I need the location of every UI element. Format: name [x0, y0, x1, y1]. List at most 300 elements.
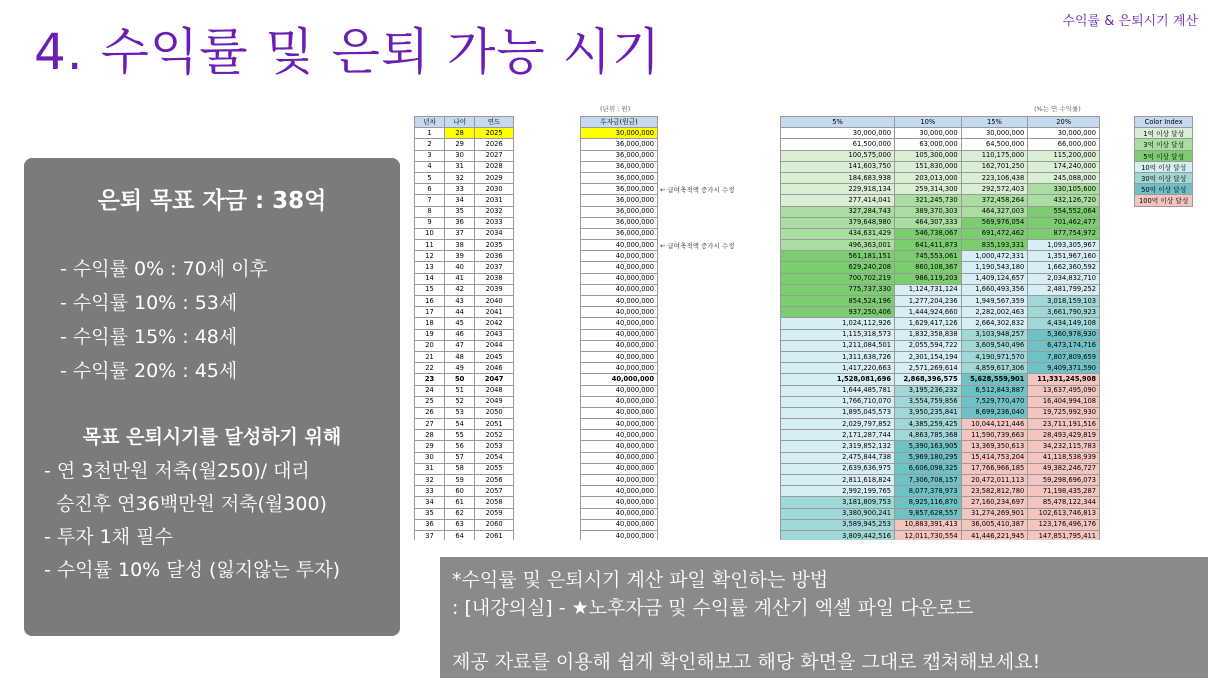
- page-title: 4. 수익률 및 은퇴 가능 시기: [34, 23, 662, 81]
- return-cell: 23,582,812,780: [961, 486, 1028, 497]
- table-row: [415, 251, 514, 262]
- rate-line: - 수익률 0% : 70세 이후: [60, 258, 268, 280]
- return-cell: 15,414,753,204: [961, 452, 1028, 463]
- return-cell: 17,766,966,185: [961, 463, 1028, 474]
- return-cell: 321,245,730: [895, 195, 962, 206]
- principal-cell: 30,000,000: [581, 128, 658, 139]
- table-cell: 2040: [475, 296, 514, 307]
- table-row: [415, 452, 514, 463]
- return-cell: 986,119,203: [895, 273, 962, 284]
- table-cell: 10: [415, 228, 445, 239]
- table-row: [581, 486, 658, 497]
- table-row: [781, 228, 1100, 239]
- edit-note: ← 급여축적액 증가시 수정: [660, 242, 735, 250]
- return-cell: 1,115,318,573: [781, 329, 895, 340]
- table-row: [581, 251, 658, 262]
- table-cell: 33: [445, 184, 475, 195]
- header-subtitle: 수익률 & 은퇴시기 계산: [1062, 14, 1198, 29]
- table-cell: 2059: [475, 508, 514, 519]
- principal-cell: 40,000,000: [581, 396, 658, 407]
- table-row: [581, 419, 658, 430]
- return-cell: 245,088,000: [1028, 172, 1100, 183]
- principal-cell: 36,000,000: [581, 228, 658, 239]
- return-cell: 629,240,208: [781, 262, 895, 273]
- table-cell: 2047: [475, 374, 514, 385]
- return-cell: 1,211,084,501: [781, 340, 895, 351]
- table-cell: 2030: [475, 184, 514, 195]
- table-cell: 2054: [475, 452, 514, 463]
- table-row: [781, 273, 1100, 284]
- table-cell: 27: [415, 419, 445, 430]
- table-cell: 12: [415, 251, 445, 262]
- column-header: 연도: [475, 117, 514, 128]
- table-cell: 2029: [475, 172, 514, 183]
- return-cell: 4,385,259,425: [895, 419, 962, 430]
- principal-cell: 40,000,000: [581, 374, 658, 385]
- table-cell: 2026: [475, 139, 514, 150]
- return-cell: 141,603,750: [781, 161, 895, 172]
- table-cell: 5: [415, 172, 445, 183]
- table-row: [581, 396, 658, 407]
- return-cell: 3,195,236,232: [895, 385, 962, 396]
- edit-note: ← 급여축적액 증가시 수정: [660, 186, 735, 194]
- return-cell: 1,277,204,236: [895, 296, 962, 307]
- principal-cell: 36,000,000: [581, 195, 658, 206]
- table-row: [415, 430, 514, 441]
- return-cell: 389,370,303: [895, 206, 962, 217]
- return-cell: 641,411,873: [895, 240, 962, 251]
- table-cell: 46: [445, 329, 475, 340]
- column-header: 년차: [415, 117, 445, 128]
- return-cell: 2,034,832,710: [1028, 273, 1100, 284]
- return-cell: 5,969,180,295: [895, 452, 962, 463]
- table-cell: 2048: [475, 385, 514, 396]
- principal-cell: 40,000,000: [581, 318, 658, 329]
- return-cell: 2,282,002,463: [961, 307, 1028, 318]
- table-row: [781, 340, 1100, 351]
- table-row: [415, 217, 514, 228]
- table-cell: 2041: [475, 307, 514, 318]
- return-cell: 432,126,720: [1028, 195, 1100, 206]
- return-cell: 2,475,844,738: [781, 452, 895, 463]
- table-cell: 2051: [475, 419, 514, 430]
- table-cell: 35: [415, 508, 445, 519]
- table-cell: 2049: [475, 396, 514, 407]
- return-cell: 6,606,098,325: [895, 463, 962, 474]
- table-cell: 31: [445, 161, 475, 172]
- legend-item: 30억 이상 달성: [1135, 172, 1193, 183]
- return-cell: 379,648,980: [781, 217, 895, 228]
- table-cell: 64: [445, 530, 475, 540]
- table-row: [415, 206, 514, 217]
- table-row: [415, 508, 514, 519]
- return-cell: 1,766,710,070: [781, 396, 895, 407]
- return-cell: 3,950,235,841: [895, 407, 962, 418]
- table-cell: 2036: [475, 251, 514, 262]
- table-row: [781, 363, 1100, 374]
- table-cell: 52: [445, 396, 475, 407]
- table-row: [415, 139, 514, 150]
- table-row: [781, 240, 1100, 251]
- return-cell: 464,327,003: [961, 206, 1028, 217]
- table-row: [581, 329, 658, 340]
- return-cell: 2,868,396,575: [895, 374, 962, 385]
- table-row: [415, 240, 514, 251]
- return-cell: 203,013,000: [895, 172, 962, 183]
- table-cell: 30: [445, 150, 475, 161]
- column-header: 15%: [961, 117, 1028, 128]
- table-cell: 2027: [475, 150, 514, 161]
- table-row: [781, 419, 1100, 430]
- table-row: [415, 407, 514, 418]
- table-cell: 47: [445, 340, 475, 351]
- principal-cell: 40,000,000: [581, 430, 658, 441]
- table-row: [415, 497, 514, 508]
- table-cell: 55: [445, 430, 475, 441]
- return-cell: 5,360,978,930: [1028, 329, 1100, 340]
- principal-cell: 40,000,000: [581, 284, 658, 295]
- return-cell: 2,055,594,722: [895, 340, 962, 351]
- table-cell: 8: [415, 206, 445, 217]
- retirement-goal: 은퇴 목표 자금 : 38억: [97, 188, 327, 214]
- return-cell: 184,683,938: [781, 172, 895, 183]
- table-cell: 2057: [475, 486, 514, 497]
- return-cell: 2,319,852,132: [781, 441, 895, 452]
- return-cell: 1,949,567,359: [961, 296, 1028, 307]
- principal-cell: 40,000,000: [581, 497, 658, 508]
- instruction-line: : [내강의실] - ★노후자금 및 수익률 계산기 엑셀 파일 다운로드: [452, 597, 974, 619]
- table-cell: 2053: [475, 441, 514, 452]
- principal-cell: 40,000,000: [581, 441, 658, 452]
- return-cell: 28,493,429,819: [1028, 430, 1100, 441]
- return-cell: 10,883,391,413: [895, 519, 962, 530]
- return-cell: 4,190,971,570: [961, 351, 1028, 362]
- return-cell: 31,274,269,901: [961, 508, 1028, 519]
- table-row: [781, 519, 1100, 530]
- table-cell: 60: [445, 486, 475, 497]
- table-cell: 28: [415, 430, 445, 441]
- principal-cell: 40,000,000: [581, 486, 658, 497]
- return-cell: 59,298,696,073: [1028, 475, 1100, 486]
- table-row: [415, 228, 514, 239]
- return-cell: 41,446,221,945: [961, 530, 1028, 540]
- return-cell: 151,830,000: [895, 161, 962, 172]
- legend-row: [1135, 195, 1193, 206]
- return-cell: 5,390,163,905: [895, 441, 962, 452]
- return-cell: 434,631,429: [781, 228, 895, 239]
- table-row: [781, 128, 1100, 139]
- table-cell: 2: [415, 139, 445, 150]
- table-cell: 54: [445, 419, 475, 430]
- table-row: [415, 463, 514, 474]
- return-cell: 2,029,797,852: [781, 419, 895, 430]
- table-row: [781, 374, 1100, 385]
- return-cell: 19,725,992,930: [1028, 407, 1100, 418]
- table-cell: 2039: [475, 284, 514, 295]
- table-cell: 49: [445, 363, 475, 374]
- table-cell: 13: [415, 262, 445, 273]
- table-cell: 34: [445, 195, 475, 206]
- return-cell: 2,664,302,832: [961, 318, 1028, 329]
- return-cell: 63,000,000: [895, 139, 962, 150]
- table-row: [415, 307, 514, 318]
- return-cell: 3,103,948,257: [961, 329, 1028, 340]
- table-row: [781, 262, 1100, 273]
- column-header: 20%: [1028, 117, 1100, 128]
- table-row: [581, 519, 658, 530]
- table-cell: 51: [445, 385, 475, 396]
- principal-cell: 36,000,000: [581, 206, 658, 217]
- table-row: [781, 351, 1100, 362]
- table-row: [781, 217, 1100, 228]
- return-cell: 162,701,250: [961, 161, 1028, 172]
- table-cell: 61: [445, 497, 475, 508]
- table-row: [781, 463, 1100, 474]
- table-row: [781, 296, 1100, 307]
- table-row: [581, 452, 658, 463]
- return-cell: 877,754,972: [1028, 228, 1100, 239]
- principal-cell: 40,000,000: [581, 351, 658, 362]
- table-row: [581, 340, 658, 351]
- table-cell: 45: [445, 318, 475, 329]
- return-cell: 464,307,333: [895, 217, 962, 228]
- legend-item: 100억 이상 달성: [1135, 195, 1193, 206]
- table-cell: 23: [415, 374, 445, 385]
- table-cell: 42: [445, 284, 475, 295]
- summary-panel: [24, 158, 400, 636]
- legend-item: 5억 이상 달성: [1135, 150, 1193, 161]
- principal-cell: 40,000,000: [581, 262, 658, 273]
- return-cell: 64,500,000: [961, 139, 1028, 150]
- table-row: [581, 150, 658, 161]
- return-cell: 3,589,945,253: [781, 519, 895, 530]
- return-cell: 2,639,636,975: [781, 463, 895, 474]
- table-cell: 63: [445, 519, 475, 530]
- return-cell: 13,369,350,613: [961, 441, 1028, 452]
- table-cell: 2058: [475, 497, 514, 508]
- column-header: 나이: [445, 117, 475, 128]
- return-cell: 1,660,493,356: [961, 284, 1028, 295]
- principal-cell: 40,000,000: [581, 251, 658, 262]
- table-cell: 19: [415, 329, 445, 340]
- table-row: [781, 508, 1100, 519]
- table-row: [781, 329, 1100, 340]
- table-cell: 2037: [475, 262, 514, 273]
- return-cell: 292,572,403: [961, 184, 1028, 195]
- table-cell: 9: [415, 217, 445, 228]
- return-cell: 11,331,245,908: [1028, 374, 1100, 385]
- return-cell: 6,473,174,716: [1028, 340, 1100, 351]
- return-cell: 745,553,061: [895, 251, 962, 262]
- return-cell: 71,198,435,287: [1028, 486, 1100, 497]
- table-cell: 3: [415, 150, 445, 161]
- table-cell: 53: [445, 407, 475, 418]
- return-cell: 23,711,191,516: [1028, 419, 1100, 430]
- return-cell: 3,018,159,103: [1028, 296, 1100, 307]
- table-row: [415, 340, 514, 351]
- principal-cell: 40,000,000: [581, 385, 658, 396]
- return-cell: 61,500,000: [781, 139, 895, 150]
- table-row: [581, 530, 658, 540]
- column-header: 투자금(원금): [581, 117, 658, 128]
- table-cell: 36: [445, 217, 475, 228]
- table-cell: 2033: [475, 217, 514, 228]
- table-row: [581, 217, 658, 228]
- table-cell: 25: [415, 396, 445, 407]
- principal-cell: 40,000,000: [581, 508, 658, 519]
- return-cell: 36,005,410,387: [961, 519, 1028, 530]
- table-cell: 2043: [475, 329, 514, 340]
- return-cell: 259,314,300: [895, 184, 962, 195]
- return-cell: 3,380,900,241: [781, 508, 895, 519]
- table-row: [781, 206, 1100, 217]
- return-cell: 691,472,462: [961, 228, 1028, 239]
- return-cell: 327,284,743: [781, 206, 895, 217]
- table-row: [581, 262, 658, 273]
- return-cell: 3,554,759,856: [895, 396, 962, 407]
- table-cell: 48: [445, 351, 475, 362]
- table-row: [581, 172, 658, 183]
- table-cell: 11: [415, 240, 445, 251]
- return-cell: 1,528,081,696: [781, 374, 895, 385]
- table-cell: 24: [415, 385, 445, 396]
- return-cell: 30,000,000: [1028, 128, 1100, 139]
- table-row: [781, 150, 1100, 161]
- return-cell: 2,992,199,765: [781, 486, 895, 497]
- return-cell: 7,529,770,470: [961, 396, 1028, 407]
- return-cell: 3,181,809,753: [781, 497, 895, 508]
- table-cell: 38: [445, 240, 475, 251]
- principal-cell: 40,000,000: [581, 273, 658, 284]
- return-cell: 8,699,236,040: [961, 407, 1028, 418]
- table-cell: 2031: [475, 195, 514, 206]
- return-cell: 229,918,134: [781, 184, 895, 195]
- table-cell: 62: [445, 508, 475, 519]
- table-row: [415, 519, 514, 530]
- table-cell: 2042: [475, 318, 514, 329]
- table-cell: 15: [415, 284, 445, 295]
- principal-cell: 36,000,000: [581, 139, 658, 150]
- return-cell: 3,661,790,923: [1028, 307, 1100, 318]
- table-cell: 44: [445, 307, 475, 318]
- table-row: [781, 430, 1100, 441]
- return-cell: 1,190,543,180: [961, 262, 1028, 273]
- table-row: [415, 441, 514, 452]
- return-cell: 1,311,638,726: [781, 351, 895, 362]
- table-row: [581, 475, 658, 486]
- table-cell: 7: [415, 195, 445, 206]
- table-cell: 26: [415, 407, 445, 418]
- return-cell: 27,160,234,697: [961, 497, 1028, 508]
- table-row: [781, 318, 1100, 329]
- table-row: [781, 497, 1100, 508]
- column-header: 5%: [781, 117, 895, 128]
- principal-cell: 40,000,000: [581, 475, 658, 486]
- table-row: [581, 284, 658, 295]
- return-cell: 100,575,000: [781, 150, 895, 161]
- table-row: [581, 206, 658, 217]
- table-row: [415, 172, 514, 183]
- table-cell: 28: [445, 128, 475, 139]
- return-cell: 9,857,628,557: [895, 508, 962, 519]
- principal-cell: 40,000,000: [581, 307, 658, 318]
- return-cell: 1,895,045,573: [781, 407, 895, 418]
- principal-cell: 40,000,000: [581, 452, 658, 463]
- legend-row: [1135, 172, 1193, 183]
- return-cell: 854,524,196: [781, 296, 895, 307]
- table-row: [581, 374, 658, 385]
- principal-cell: 40,000,000: [581, 340, 658, 351]
- table-row: [581, 161, 658, 172]
- table-cell: 32: [415, 475, 445, 486]
- plan-heading: 목표 은퇴시기를 달성하기 위해: [82, 426, 342, 448]
- table-row: [415, 150, 514, 161]
- principal-cell: 40,000,000: [581, 296, 658, 307]
- table-row: [581, 441, 658, 452]
- table-row: [581, 240, 658, 251]
- return-cell: 11,590,739,663: [961, 430, 1028, 441]
- legend-item: 10억 이상 달성: [1135, 161, 1193, 172]
- table-cell: 33: [415, 486, 445, 497]
- table-row: [415, 351, 514, 362]
- table-cell: 31: [415, 463, 445, 474]
- table-cell: 29: [445, 139, 475, 150]
- rate-line: - 수익률 20% : 45세: [60, 360, 238, 382]
- principal-cell: 40,000,000: [581, 240, 658, 251]
- table-cell: 2028: [475, 161, 514, 172]
- table-row: [415, 273, 514, 284]
- table-row: [781, 284, 1100, 295]
- return-cell: 9,409,371,590: [1028, 363, 1100, 374]
- table-cell: 37: [445, 228, 475, 239]
- return-cell: 1,644,485,781: [781, 385, 895, 396]
- table-row: [581, 228, 658, 239]
- table-row: [415, 296, 514, 307]
- column-header: 10%: [895, 117, 962, 128]
- returns-table: [780, 116, 1100, 540]
- table-cell: 30: [415, 452, 445, 463]
- table-cell: 6: [415, 184, 445, 195]
- table-cell: 18: [415, 318, 445, 329]
- table-row: [415, 195, 514, 206]
- table-row: [581, 307, 658, 318]
- table-row: [415, 184, 514, 195]
- table-cell: 2052: [475, 430, 514, 441]
- table-cell: 50: [445, 374, 475, 385]
- table-cell: 40: [445, 262, 475, 273]
- principal-cell: 40,000,000: [581, 530, 658, 540]
- return-cell: 1,024,112,926: [781, 318, 895, 329]
- rate-line: - 수익률 15% : 48세: [60, 326, 238, 348]
- table-row: [581, 184, 658, 195]
- table-cell: 32: [445, 172, 475, 183]
- return-cell: 5,628,559,901: [961, 374, 1028, 385]
- table-cell: 2044: [475, 340, 514, 351]
- table-row: [415, 329, 514, 340]
- return-cell: 860,108,367: [895, 262, 962, 273]
- return-cell: 13,637,495,090: [1028, 385, 1100, 396]
- unit-label: (단위 : 원): [600, 105, 631, 113]
- table-row: [781, 195, 1100, 206]
- principal-cell: 36,000,000: [581, 217, 658, 228]
- return-cell: 105,300,000: [895, 150, 962, 161]
- table-cell: 35: [445, 206, 475, 217]
- table-row: [581, 430, 658, 441]
- return-cell: 2,811,618,824: [781, 475, 895, 486]
- table-cell: 2060: [475, 519, 514, 530]
- table-cell: 29: [415, 441, 445, 452]
- table-row: [781, 441, 1100, 452]
